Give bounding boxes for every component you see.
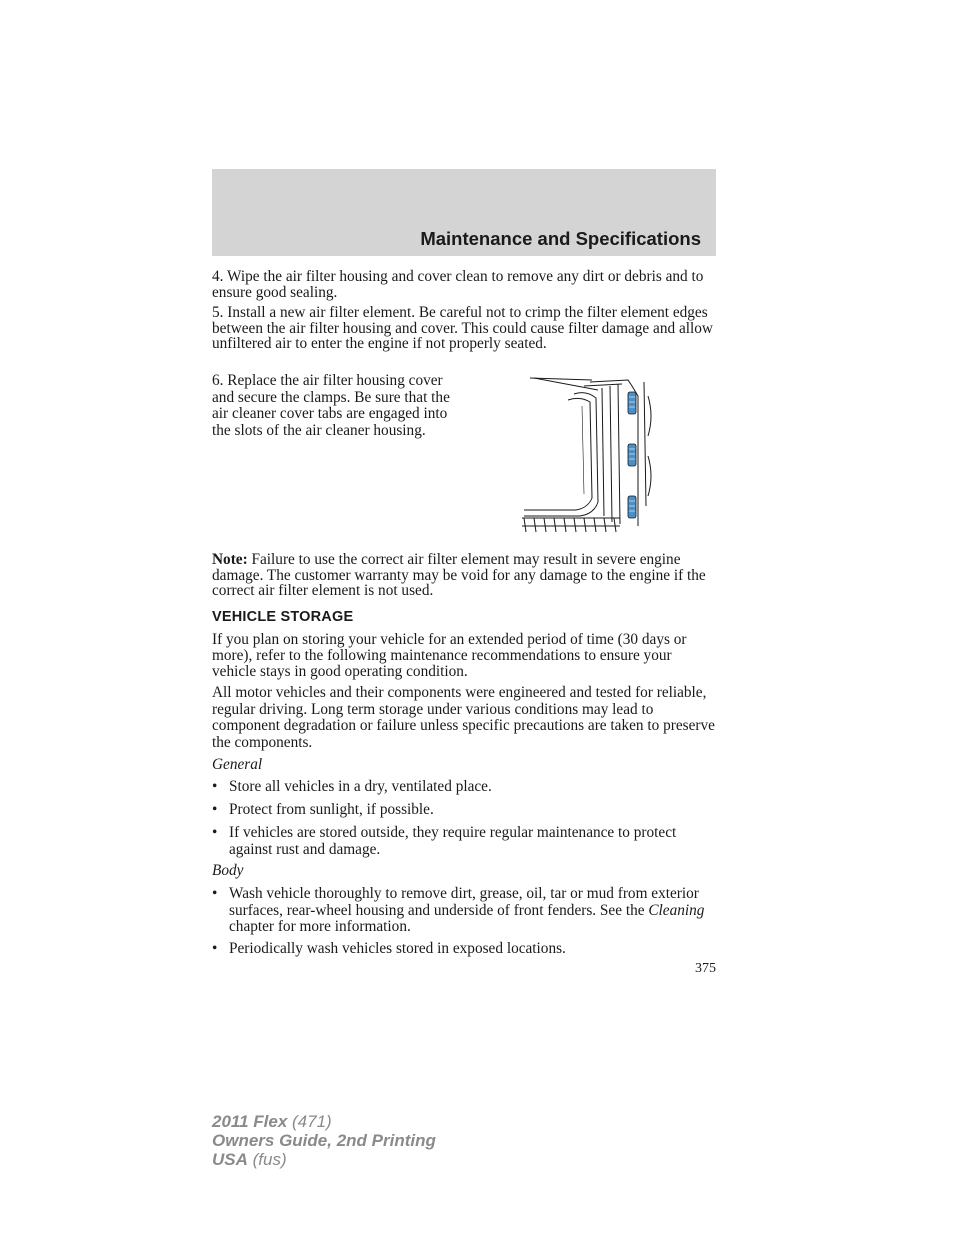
footer-line-model: 2011 Flex (471) [212,1112,332,1131]
step-5: 5. Install a new air filter element. Be careful not to crimp the filter element edges between the air filter housing and cover. This could cause filter damage and allow unfiltered air to enter the engine if not properly seated. [212,304,713,352]
page-number: 375 [695,961,716,976]
footer-line-market: USA (fus) [212,1150,287,1169]
note-label: Note: [212,551,248,568]
step-6: 6. Replace the air filter housing cover and secure the clamps. Be sure that the air cleaner cover tabs are engaged into the slots of the air cleaner housing. [212,372,450,439]
storage-components-paragraph: All motor vehicles and their components were engineered and tested for reliable, regular driving. Long term storage under various conditions may lead to component degradation or failure unless specific precautions are taken to preserve the components. [212,684,715,751]
note-text: Failure to use the correct air filter element may result in severe engine damage. The customer warranty may be void for any damage to the engine if the correct air filter element is not used. [212,551,706,599]
step-4: 4. Wipe the air filter housing and cover clean to remove any dirt or debris and to ensure good sealing. [212,268,704,301]
section-title: Maintenance and Specifications [420,228,701,249]
bullet-icon: • [212,885,218,902]
air-filter-housing-illustration [520,376,652,536]
footer-line-guide: Owners Guide, 2nd Printing [212,1131,436,1150]
body-subheading: Body [212,862,244,879]
list-item: • Periodically wash vehicles stored in exposed locations. [212,940,566,957]
cleaning-chapter-reference: Cleaning [648,901,705,919]
document-footer [212,1112,436,1169]
bullet-icon: • [212,801,218,818]
list-item: • If vehicles are stored outside, they require regular maintenance to protect against rust and damage. [212,824,677,858]
bullet-icon: • [212,940,218,957]
general-subheading: General [212,756,263,773]
vehicle-storage-heading: VEHICLE STORAGE [212,609,354,625]
note-paragraph [212,552,716,599]
section-header-band [212,169,716,256]
list-item: • Store all vehicles in a dry, ventilated place. [212,778,492,795]
bullet-icon: • [212,778,218,795]
storage-intro-paragraph: If you plan on storing your vehicle for an extended period of time (30 days or more), refer to the following maintenance recommendations to ensure your vehicle stays in good operating condition. [212,631,687,680]
list-item: • Wash vehicle thoroughly to remove dirt, grease, oil, tar or mud from exterior surfaces, rear-wheel housing and underside of front fenders. See the Cleaning chapter for more information. [212,885,705,935]
bullet-icon: • [212,824,218,841]
list-item: • Protect from sunlight, if possible. [212,801,434,818]
